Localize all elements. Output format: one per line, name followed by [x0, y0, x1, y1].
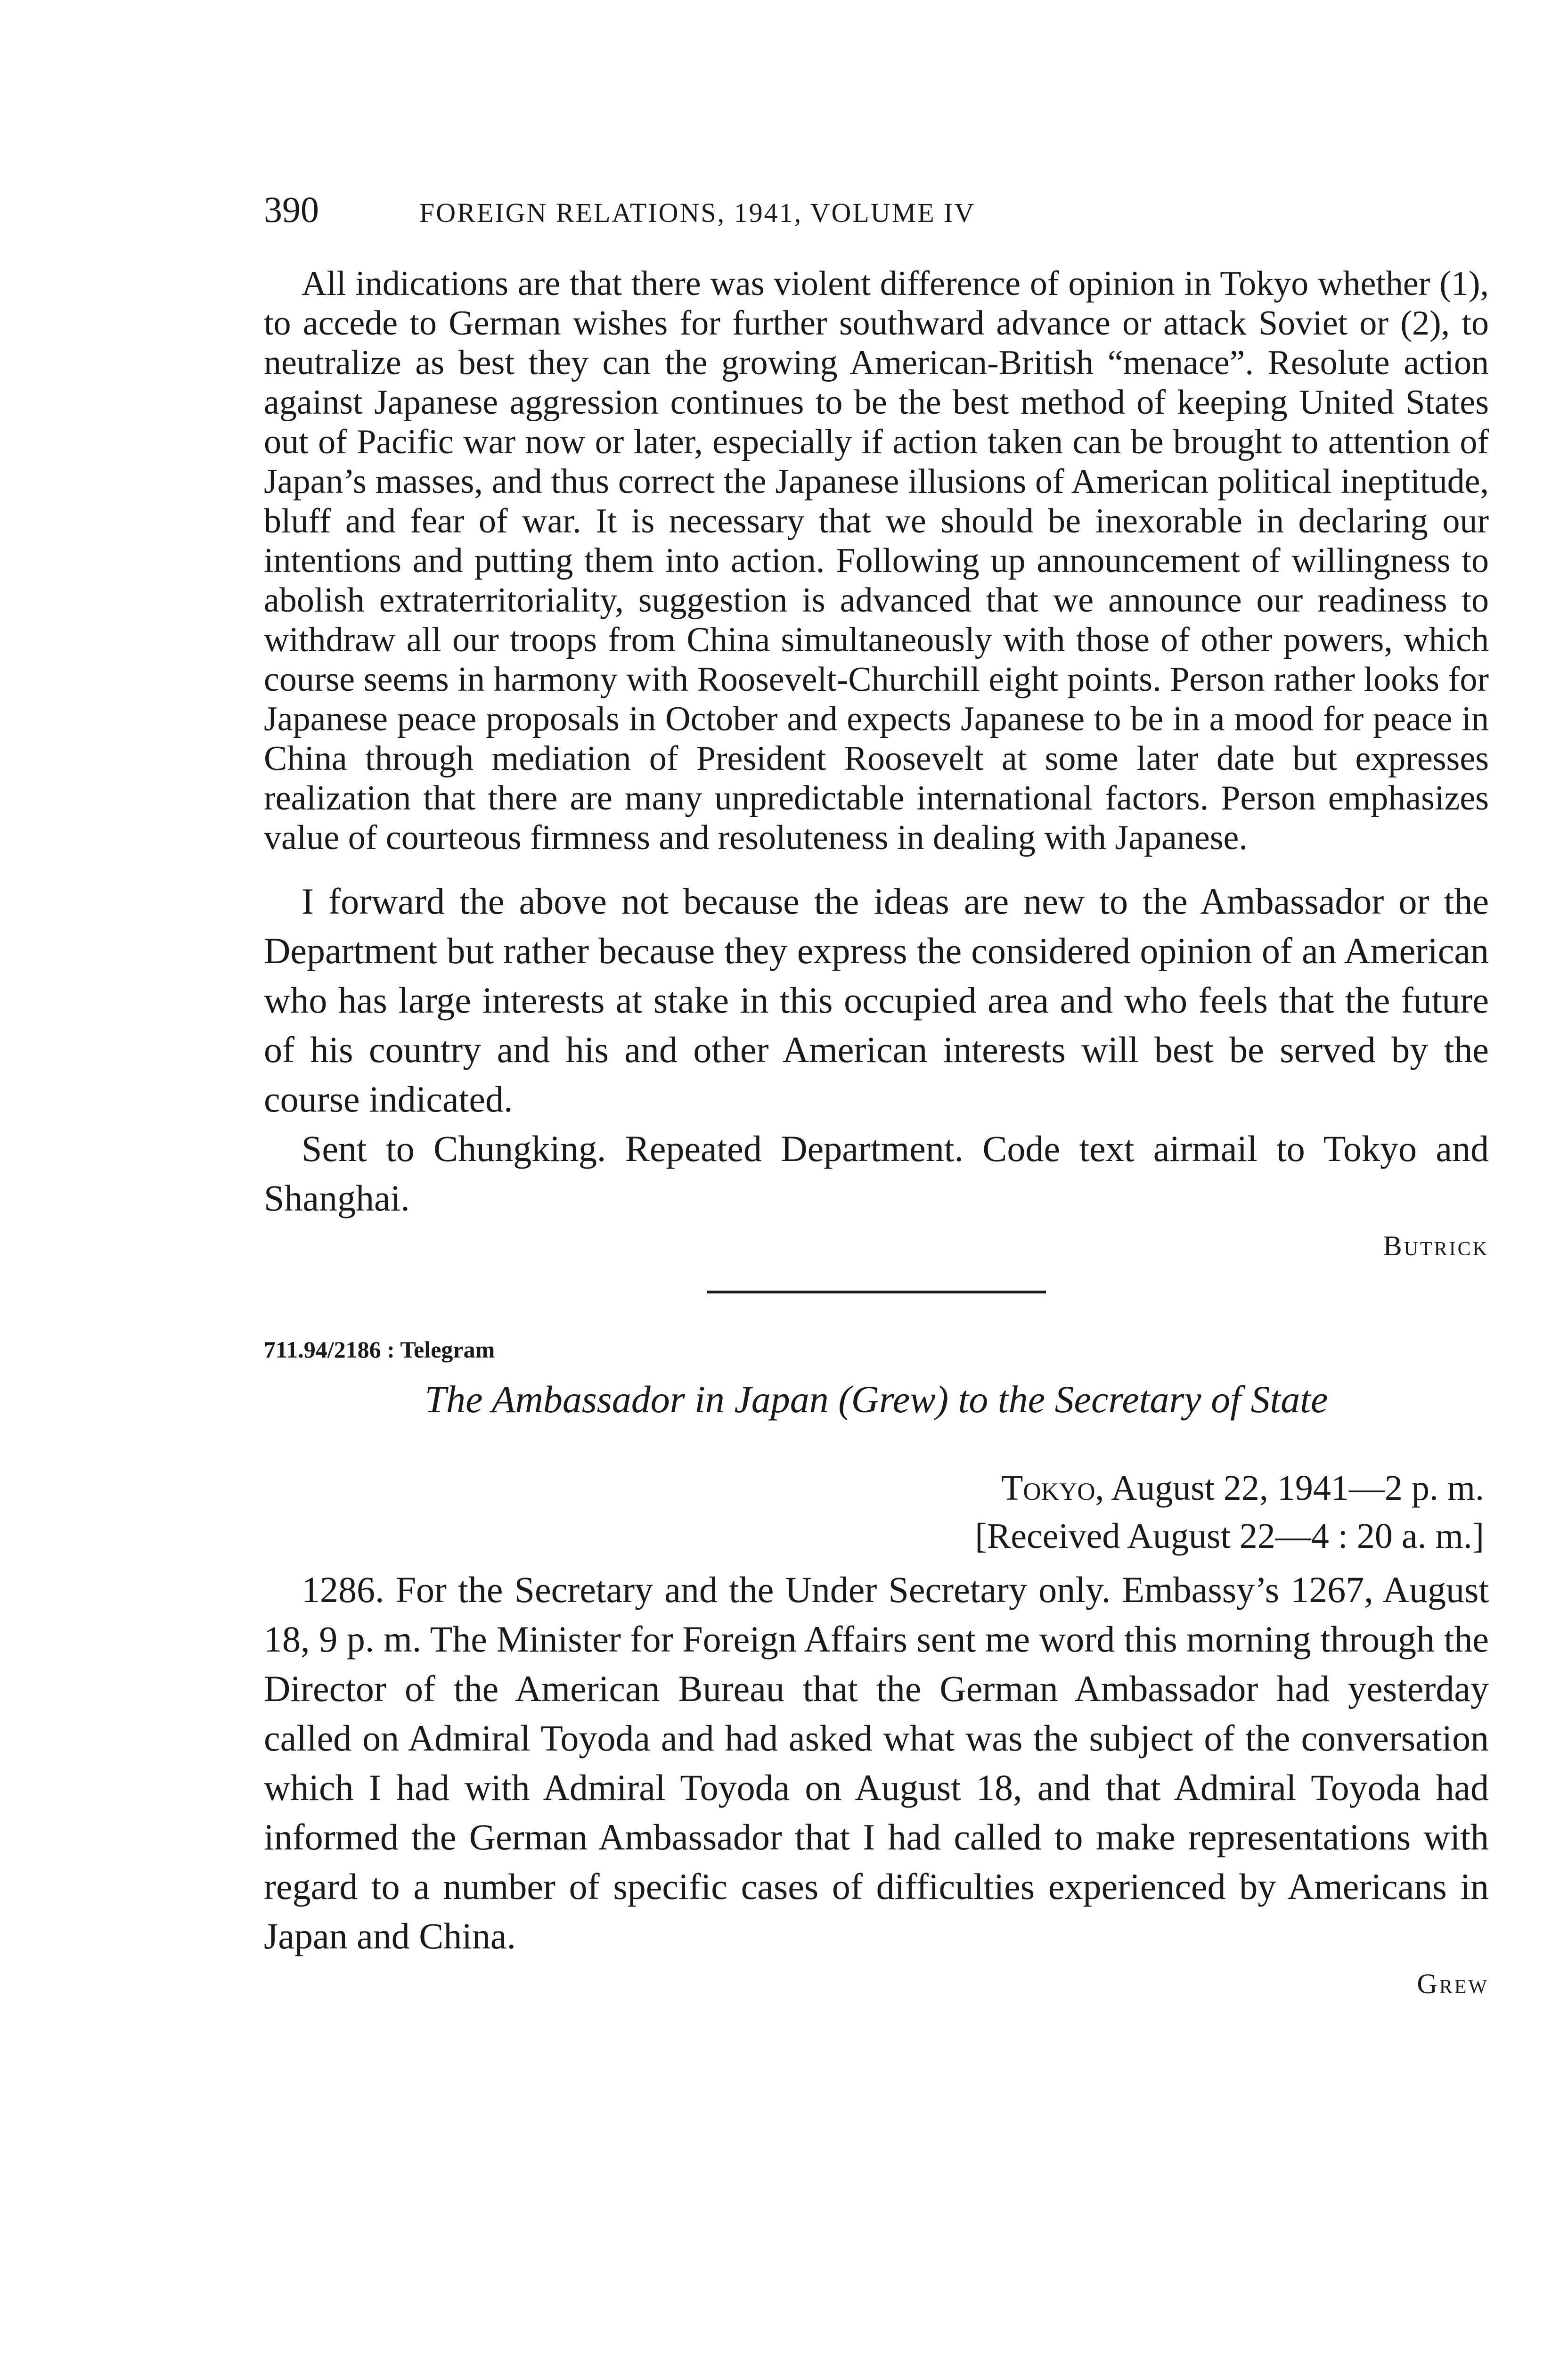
signature-butrick: Butrick [1383, 1230, 1489, 1261]
forward-paragraph: I forward the above not because the ideas are new to the Ambassador or the Department but rather because they express the considered opinion of an American who has large interests at stake in this occupied area and who feels that the future of his country and his and other American interests will best be served by the course indicated. [264, 881, 1489, 1120]
dateline [264, 1464, 1484, 1512]
running-head [264, 188, 1489, 236]
page-number: 390 [264, 189, 319, 230]
quoted-paragraph: All indications are that there was violent difference of opinion in Tokyo whether (1), to accede to German wishes for further southward advance or attack Soviet or (2), to neutralize as best they can the growing American-British “menace”. Resolute action against Japanese aggression continues to be the best method of keeping United States out of Pacific war now or later, especially if action taken can be brought to attention of Japan’s masses, and thus correct the Japanese illusions of American political ineptitude, bluff and fear of war. It is necessary that we should be inexorable in declaring our intentions and putting them into action. Following up announcement of willingness to abolish extraterritoriality, suggestion is advanced that we announce our readiness to withdraw all our troops from China simultaneously with those of other powers, which course seems in harmony with Roosevelt-Churchill eight points. Person rather looks for Japanese peace proposals in October and expects Japanese to be in a mood for peace in China through mediation of President Roosevelt at some later date but expresses realization that there are many unpredictable international factors. Person emphasizes value of courteous firmness and resoluteness in dealing with Japanese. [264, 264, 1489, 857]
document-title: The Ambassador in Japan (Grew) to the Secretary of State [425, 1378, 1328, 1421]
file-reference: 711.94/2186 : Telegram [264, 1336, 495, 1363]
dateline-date: August 22, 1941—2 p. m. [1104, 1468, 1484, 1508]
running-title: FOREIGN RELATIONS, 1941, VOLUME IV [419, 197, 976, 228]
section-divider [707, 1291, 1046, 1293]
signature-grew: Grew [1417, 1968, 1489, 1999]
sent-paragraph: Sent to Chungking. Repeated Department. Code text airmail to Tokyo and Shanghai. [264, 1128, 1489, 1219]
received-line: [Received August 22—4 : 20 a. m.] [975, 1516, 1484, 1556]
document-page [264, 188, 1489, 2000]
telegram-body: 1286. For the Secretary and the Under Secretary only. Embassy’s 1267, August 18, 9 p. m. The Minister for Foreign Affairs sent me word this morning through the Director of the American Bureau that the German Ambassador had yesterday called on Admiral Toyoda and had asked what was the subject of the conversation which I had with Admiral Toyoda on August 18, and that Admiral Toyoda had informed the German Ambassador that I had called to make representations with regard to a number of specific cases of difficulties experienced by Americans in Japan and China. [264, 1569, 1489, 1956]
dateline-city: Tokyo, [1001, 1468, 1104, 1508]
